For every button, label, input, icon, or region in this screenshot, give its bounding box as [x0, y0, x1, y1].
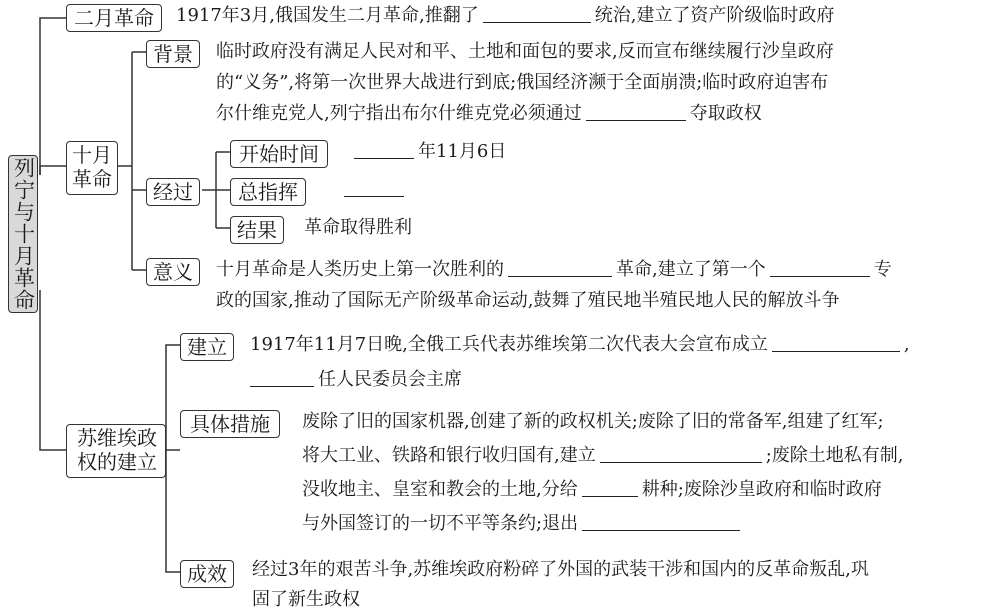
background-text-line3	[216, 98, 762, 129]
node-significance: 意义	[146, 258, 200, 286]
establish-line2-part: 任人民委员会主席	[318, 369, 462, 390]
node-result: 结果	[230, 216, 284, 244]
measures-line4-part1: 与外国签订的一切不平等条约;退出	[302, 513, 579, 534]
node-establish: 建立	[180, 333, 234, 361]
node-background: 背景	[146, 40, 200, 68]
results-text-line2: 固了新生政权	[252, 589, 360, 610]
measures-line2-part1: 将大工业、铁路和银行收归国有,建立	[302, 445, 596, 466]
node-commander: 总指挥	[230, 178, 306, 206]
establish-text-line1	[250, 329, 910, 360]
node-february-revolution: 二月革命	[66, 4, 162, 32]
node-october-revolution	[66, 141, 118, 195]
node-start-time: 开始时间	[230, 140, 328, 168]
background-line3-part2: 夺取政权	[689, 103, 762, 124]
fill-blank	[770, 256, 870, 277]
measures-text-line1: 废除了旧的国家机器,创建了新的政权机关;废除了旧的常备军,组建了红军;	[302, 411, 884, 432]
node-results: 成效	[180, 560, 234, 588]
node-measures: 具体措施	[180, 410, 280, 438]
fill-blank	[344, 176, 404, 197]
measures-text-line4	[302, 508, 744, 539]
node-process: 经过	[146, 178, 200, 206]
soviet-power-label: 苏维埃政权的建立	[77, 426, 157, 474]
fill-blank	[508, 256, 612, 277]
fill-blank	[250, 366, 314, 387]
start-time-value: 年11月6日	[418, 141, 507, 162]
fill-blank	[582, 476, 638, 497]
connector-oct-children	[118, 52, 146, 270]
measures-text-line2	[302, 440, 904, 471]
feb-text-part2: 统治,建立了资产阶级临时政府	[594, 5, 835, 26]
measures-line3-part1: 没收地主、皇室和教会的土地,分给	[302, 479, 578, 500]
establish-line1-part2: ,	[903, 334, 910, 355]
establish-text-line2	[250, 364, 462, 395]
measures-line2-part2: ;废除土地私有制,	[765, 445, 904, 466]
fill-blank	[582, 510, 740, 531]
measures-line3-part2: 耕种;废除沙皇政府和临时政府	[641, 479, 882, 500]
background-text-line1: 临时政府没有满足人民对和平、土地和面包的要求,反而宣布继续履行沙皇政府	[216, 41, 834, 62]
measures-text-line3	[302, 474, 882, 505]
start-time-text	[350, 136, 506, 167]
connector-root-to-oct	[40, 166, 66, 175]
october-revolution-label: 十月革命	[72, 143, 112, 191]
establish-line1-part1: 1917年11月7日晚,全俄工兵代表苏维埃第二次代表大会宣布成立	[250, 334, 768, 355]
significance-line1-part2: 革命,建立了第一个	[616, 259, 766, 280]
feb-text-part1: 1917年3月,俄国发生二月革命,推翻了	[176, 5, 479, 26]
significance-line1-part3: 专	[873, 259, 892, 280]
fill-blank	[483, 2, 591, 23]
results-text-line1: 经过3年的艰苦斗争,苏维埃政府粉碎了外国的武装干涉和国内的反革命叛乱,巩	[252, 559, 869, 580]
commander-text	[340, 174, 408, 205]
significance-line1-part1: 十月革命是人类历史上第一次胜利的	[216, 259, 504, 280]
fill-blank	[586, 100, 686, 121]
fill-blank	[772, 331, 900, 352]
connector-root-to-soviet	[40, 290, 66, 450]
connector-process-children	[202, 152, 230, 228]
fill-blank	[354, 138, 414, 159]
significance-text-line2: 政的国家,推动了国际无产阶级革命运动,鼓舞了殖民地半殖民地人民的解放斗争	[216, 290, 840, 311]
significance-text-line1	[216, 254, 892, 285]
background-line3-part1: 尔什维克党人,列宁指出布尔什维克党必须通过	[216, 103, 582, 124]
result-text: 革命取得胜利	[304, 217, 412, 238]
topic-title: 列宁与十月革命	[8, 155, 38, 313]
fill-blank	[600, 442, 762, 463]
connector-root-to-feb	[40, 18, 66, 175]
background-text-line2: 的“义务”,将第一次世界大战进行到底;俄国经济濒于全面崩溃;临时政府迫害布	[216, 72, 829, 93]
connector-soviet-children	[166, 345, 180, 572]
node-soviet-power	[66, 424, 166, 478]
february-revolution-text	[176, 0, 834, 31]
